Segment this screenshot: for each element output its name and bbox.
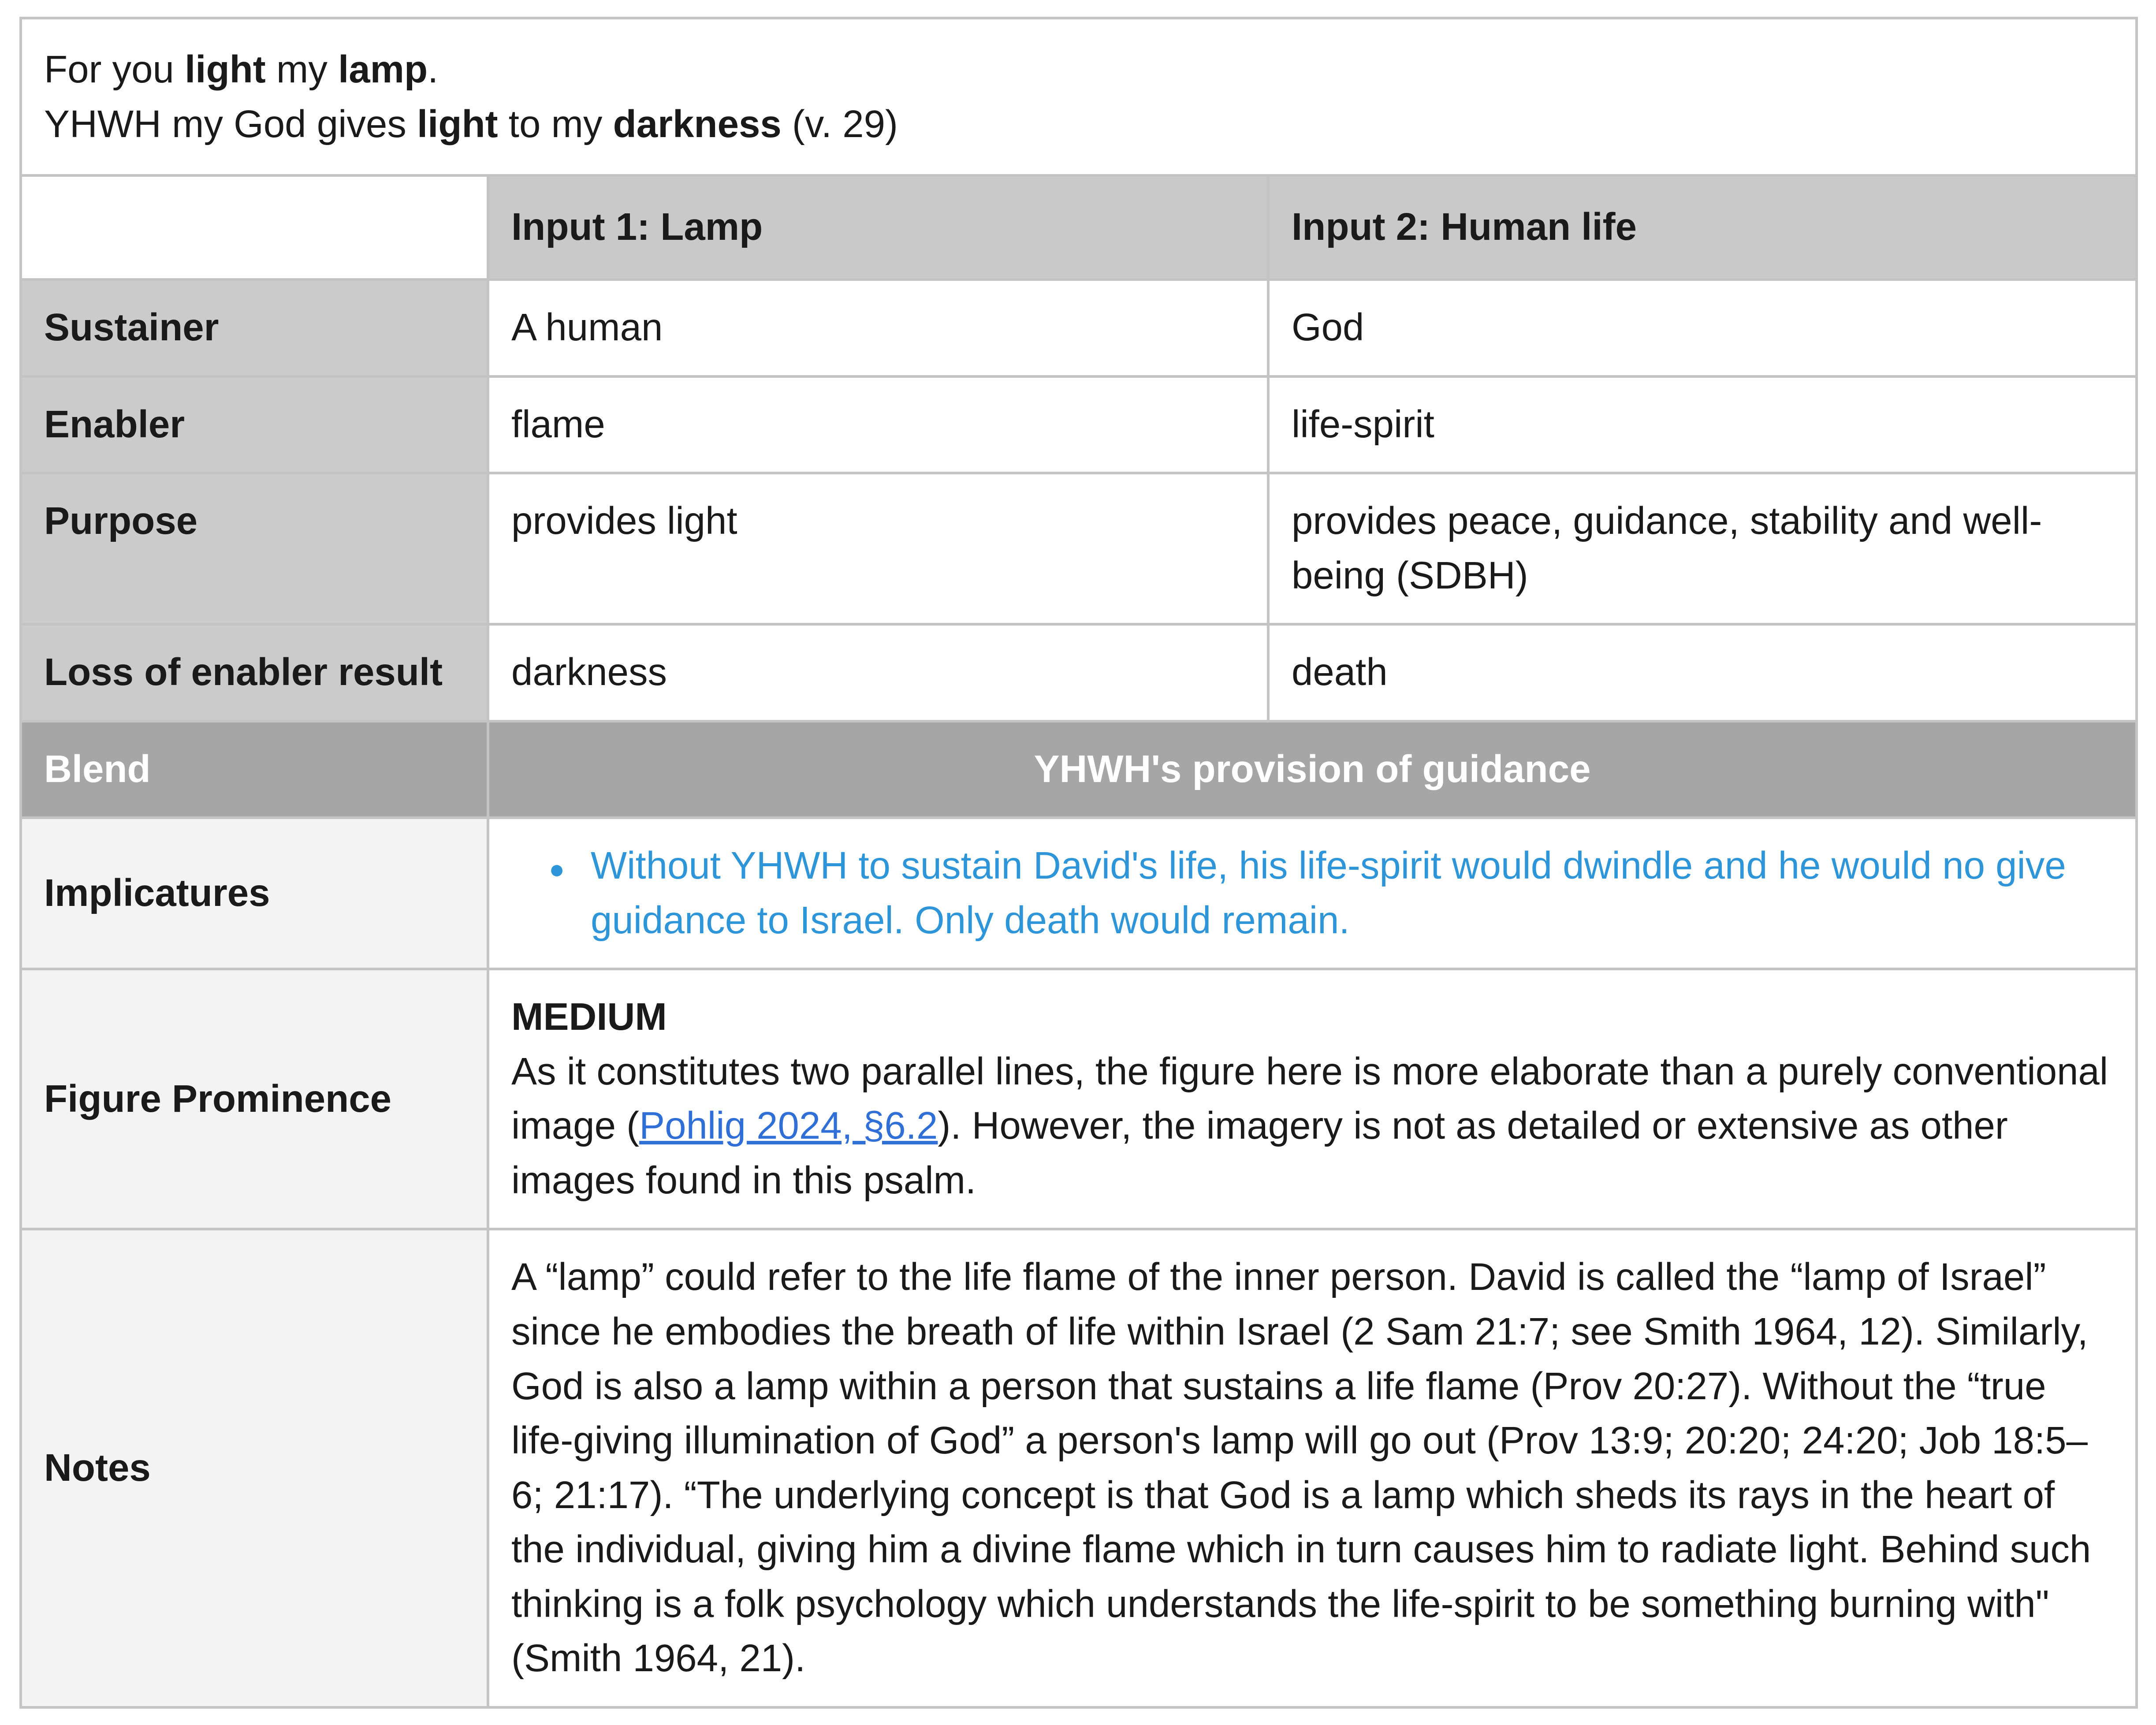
cell-sustainer-input-2: God xyxy=(1268,279,2137,376)
prominence-label: Figure Prominence xyxy=(21,969,488,1229)
notes-label: Notes xyxy=(21,1229,488,1707)
verse-line-1-text-b: my xyxy=(265,48,339,91)
verse-line-1-bold-b: lamp xyxy=(338,48,428,91)
verse-cell xyxy=(21,18,2137,175)
table-row xyxy=(21,473,2137,624)
notes-cell xyxy=(488,1229,2137,1707)
verse-line-2-text-a: YHWH my God gives xyxy=(44,102,417,145)
table-row xyxy=(21,376,2137,473)
verse-row xyxy=(21,18,2137,175)
blend-label: Blend xyxy=(21,721,488,818)
cell-loss-input-1: darkness xyxy=(488,624,1268,721)
row-label-loss-of-enabler: Loss of enabler result xyxy=(21,624,488,721)
blend-row xyxy=(21,721,2137,818)
pohlig-citation-link[interactable]: Pohlig 2024, §6.2 xyxy=(639,1104,938,1148)
header-empty-cell xyxy=(21,175,488,279)
cell-enabler-input-2: life-spirit xyxy=(1268,376,2137,473)
implicature-text: Without YHWH to sustain David's life, his life-spirit would dwindle and he would no give guidance to Israel. Only death would remain. xyxy=(591,844,2066,942)
implicatures-label: Implicatures xyxy=(21,818,488,969)
notes-text: A “lamp” could refer to the life flame of the inner person. David is called the “lamp of Israel” since he embodies the breath of life within Israel (2 Sam 21:7; see Smith 1964, 12). Similarly, God is also a lamp within a person that sustains a life flame (Prov 20:27). Without the “true life-giving illumination of God” a person's lamp will go out (Prov 13:9; 20:20; 24:20; Job 18:5–6; 21:17). “The underlying concept is that God is a lamp which sheds its rays in the heart of the individual, giving him a divine flame which in turn causes him to radiate light. Behind such thinking is a folk psychology which understands the life-spirit to be something burning with" (Smith 1964, 21). xyxy=(511,1256,2091,1680)
verse-line-2 xyxy=(44,97,2113,152)
verse-line-2-text-b: to my xyxy=(498,102,613,145)
row-label-sustainer: Sustainer xyxy=(21,279,488,376)
row-label-enabler: Enabler xyxy=(21,376,488,473)
verse-line-1-text-a: For you xyxy=(44,48,185,91)
prominence-level: MEDIUM xyxy=(511,995,667,1039)
bullet-icon: ● xyxy=(549,854,565,884)
verse-line-2-bold-b: darkness xyxy=(613,102,782,145)
figure-analysis-sheet xyxy=(19,17,2135,1709)
prominence-cell xyxy=(488,969,2137,1229)
prominence-text-after: ). However, the imagery is not as detailed or extensive as other images found in this psalm. xyxy=(511,1104,2008,1202)
verse-line-1-text-c: . xyxy=(428,48,439,91)
cell-purpose-input-1: provides light xyxy=(488,473,1268,624)
notes-row xyxy=(21,1229,2137,1707)
prominence-row xyxy=(21,969,2137,1229)
table-row xyxy=(21,279,2137,376)
header-input-2: Input 2: Human life xyxy=(1268,175,2137,279)
cell-loss-input-2: death xyxy=(1268,624,2137,721)
list-item xyxy=(549,838,2113,947)
prominence-text-before: As it constitutes two parallel lines, the figure here is more elaborate than a purely conventional image ( xyxy=(511,1050,2108,1148)
implicatures-row xyxy=(21,818,2137,969)
implicatures-list xyxy=(511,838,2113,947)
row-label-purpose: Purpose xyxy=(21,473,488,624)
header-input-1: Input 1: Lamp xyxy=(488,175,1268,279)
cell-purpose-input-2: provides peace, guidance, stability and well-being (SDBH) xyxy=(1268,473,2137,624)
table-row xyxy=(21,624,2137,721)
verse-line-2-text-c: (v. 29) xyxy=(781,102,898,145)
header-row xyxy=(21,175,2137,279)
verse-line-1 xyxy=(44,42,2113,97)
cell-sustainer-input-1: A human xyxy=(488,279,1268,376)
blend-value: YHWH's provision of guidance xyxy=(488,721,2137,818)
cell-enabler-input-1: flame xyxy=(488,376,1268,473)
figure-analysis-table xyxy=(19,17,2138,1709)
verse-line-1-bold-a: light xyxy=(185,48,266,91)
verse-line-2-bold-a: light xyxy=(417,102,498,145)
implicatures-cell xyxy=(488,818,2137,969)
